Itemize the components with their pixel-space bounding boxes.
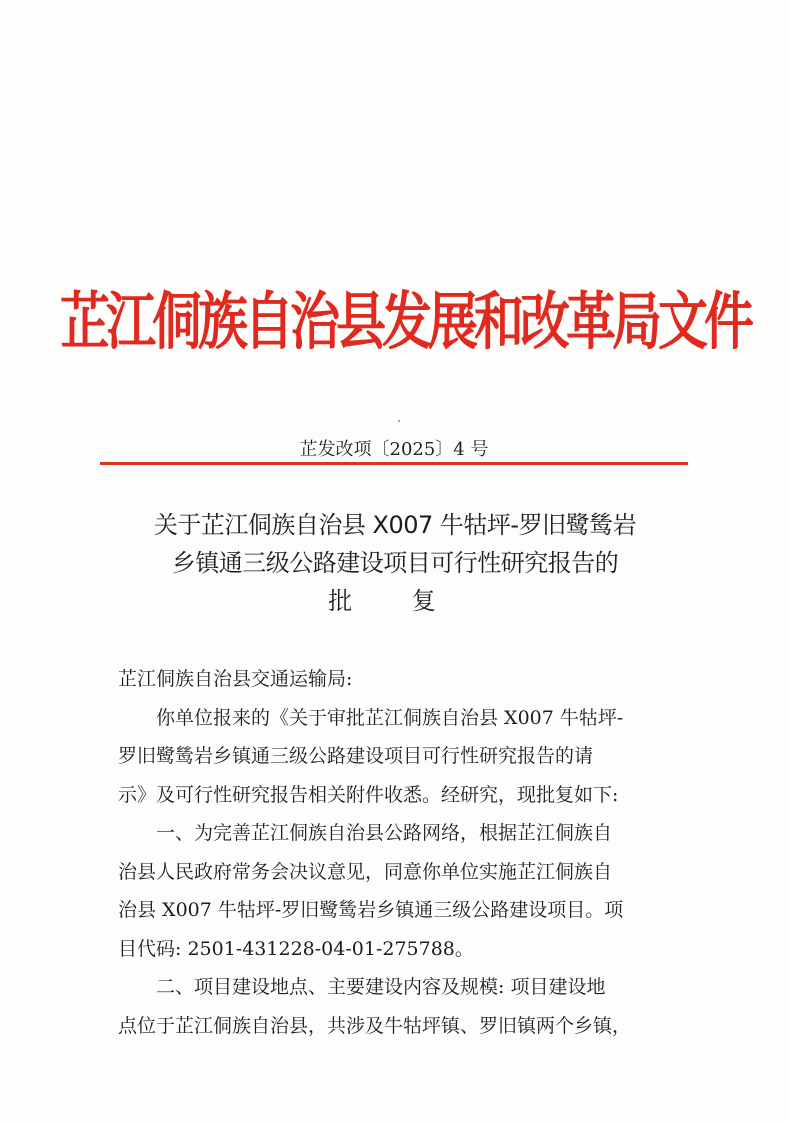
body-line: 罗旧鹭鸶岩乡镇通三级公路建设项目可行性研究报告的请	[118, 745, 594, 767]
body-line: 目代码: 2501-431228-04-01-275788。	[118, 937, 474, 960]
body-line: 示》及可行性研究报告相关附件收悉。经研究，现批复如下:	[118, 783, 619, 806]
body-line: 二、项目建设地点、主要建设内容及规模: 项目建设地	[156, 976, 606, 998]
subject-line-1: 关于芷江侗族自治县 X007 牛牯坪-罗旧鹭鸶岩	[153, 511, 637, 539]
body-line: 治县人民政府常务会决议意见，同意你单位实施芷江侗族自	[118, 860, 613, 883]
document-subject	[110, 506, 680, 620]
subject-line-2: 乡镇通三级公路建设项目可行性研究报告的	[171, 549, 619, 577]
subject-line-3: 批 复	[328, 587, 462, 615]
issuer-title: 芷江侗族自治县发展和改革局文件	[60, 284, 750, 358]
document-body	[118, 660, 688, 1045]
red-divider-line	[100, 462, 688, 465]
body-line: 你单位报来的《关于审批芷江侗族自治县 X007 牛牯坪-	[156, 706, 624, 729]
body-line: 点位于芷江侗族自治县，共涉及牛牯坪镇、罗旧镇两个乡镇，	[118, 1014, 632, 1037]
body-line: 一、为完善芷江侗族自治县公路网络，根据芷江侗族自	[156, 822, 613, 844]
addressee: 芷江侗族自治县交通运输局:	[118, 668, 353, 690]
body-line: 治县 X007 牛牯坪-罗旧鹭鸶岩乡镇通三级公路建设项目。项	[118, 899, 624, 921]
scan-speck	[398, 420, 400, 422]
document-number: 芷发改项〔2025〕4 号	[299, 439, 489, 460]
